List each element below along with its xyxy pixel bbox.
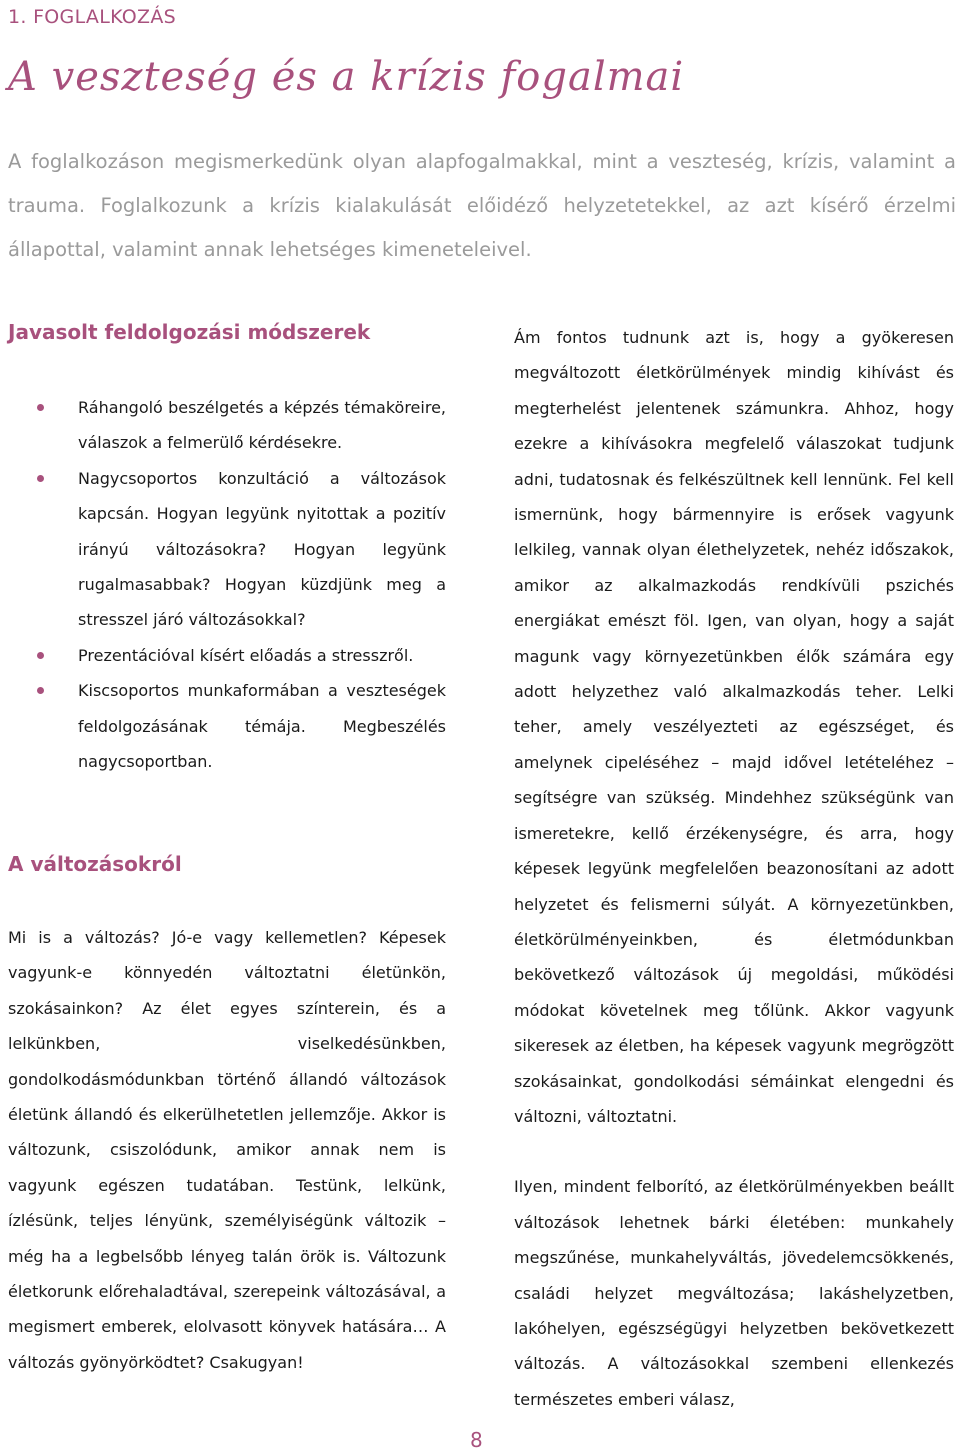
- right-column: [514, 320, 954, 1417]
- methods-column: [8, 390, 446, 779]
- list-item: [8, 461, 446, 638]
- list-item-text: Nagycsoportos konzultáció a változások kapcsán. Hogyan legyünk nyitottak a pozitív irányú változásokra? Hogyan legyünk rugalmasabbak? Hogyan küzdjünk meg a stresszel járó változásokkal?: [78, 468, 446, 630]
- bullet-icon: [37, 404, 44, 411]
- list-item: [8, 673, 446, 779]
- list-item: [8, 390, 446, 461]
- intro-paragraph: A foglalkozáson megismerkedünk olyan alapfogalmakkal, mint a veszteség, krízis, valamint a trauma. Foglalkozunk a krízis kialakulását előidéző helyzetetekkel, az azt kísérő érzelmi állapottal, valamint annak lehetséges kimeneteleivel.: [8, 150, 956, 261]
- right-paragraph-1: Ám fontos tudnunk azt is, hogy a gyökeresen megváltozott életkörülmények mindig kihívást és megterhelést jelentenek számunkra. Ahhoz, hogy ezekre a kihívásokra megfelelő válaszokat tudjunk adni, tudatosnak és felkészültnek kell lennünk. Fel kell ismernünk, hogy bármennyire is erősek vagyunk lelkileg, vannak olyan élethelyzetek, nehéz időszakok, amikor az alkalmazkodás rendkívüli pszichés energiákat emészt föl. Igen, van olyan, hogy a saját magunk vagy környezetünkben élők számára egy adott helyzethez való alkalmazkodás teher. Lelki teher, amely veszélyezteti az egészséget, és amelynek cipeléséhez – majd idővel letételéhez – segítségre van szükség. Mindehhez szükségünk van ismeretekre, kellő érzékenységre, és arra, hogy képesek legyünk megfelelően beazonosítani az adott helyzetet és felismerni súlyát. A környezetünkben, életkörülményeinkben, és életmódunkban bekövetkező változások új megoldási, működési módokat követelnek meg tőlünk. Akkor vagyunk sikeresek az életben, ha képesek vagyunk megrögzött szokásainkat, gondolkodási sémáinkat elengedni és változni, változtatni.: [514, 328, 954, 1126]
- bullet-icon: [37, 687, 44, 694]
- list-item: [8, 638, 446, 673]
- section-label: 1. FOGLALKOZÁS: [8, 6, 177, 28]
- right-paragraph-2: Ilyen, mindent felborító, az életkörülményekben beállt változások lehetnek bárki életében: munkahely megszűnése, munkahelyváltás, jövedelemcsökkenés, családi helyzet megváltozása; lakáshelyzetben, lakóhelyen, egészségügyi helyzetben bekövetkezett változás. A változásokkal szembeni ellenkezés természetes emberi válasz,: [514, 1177, 954, 1409]
- changes-column: [8, 920, 446, 1380]
- changes-paragraph: Mi is a változás? Jó-e vagy kellemetlen? Képesek vagyunk-e könnyedén változtatni életünkön, szokásainkon? Az élet egyes színterein, és a lelkünkben, viselkedésünkben, gondolkodásmódunkban történő állandó változások életünk állandó és elkerülhetetlen jellemzője. Akkor is változunk, csiszolódunk, amikor annak nem is vagyunk egészen tudatában. Testünk, lelkünk, ízlésünk, teljes lényünk, személyiségünk változik – még ha a legbelsőbb lényeg talán örök is. Változunk életkorunk előrehaladtával, szerepeink változásával, a megismert emberek, elolvasott könyvek hatására… A változás gyönyörködtet? Csakugyan!: [8, 928, 446, 1372]
- bullet-icon: [37, 475, 44, 482]
- methods-list: [8, 390, 446, 779]
- changes-heading: A változásokról: [8, 852, 182, 876]
- bullet-icon: [37, 652, 44, 659]
- methods-heading: Javasolt feldolgozási módszerek: [8, 320, 371, 344]
- list-item-text: Kiscsoportos munkaformában a veszteségek feldolgozásának témája. Megbeszélés nagycsoportban.: [78, 681, 446, 772]
- list-item-text: Prezentációval kísért előadás a stresszről.: [78, 645, 414, 665]
- list-item-text: Ráhangoló beszélgetés a képzés témaköreire, válaszok a felmerülő kérdésekre.: [78, 398, 446, 453]
- page-number: 8: [470, 1428, 483, 1452]
- page-title: A veszteség és a krízis fogalmai: [8, 54, 685, 100]
